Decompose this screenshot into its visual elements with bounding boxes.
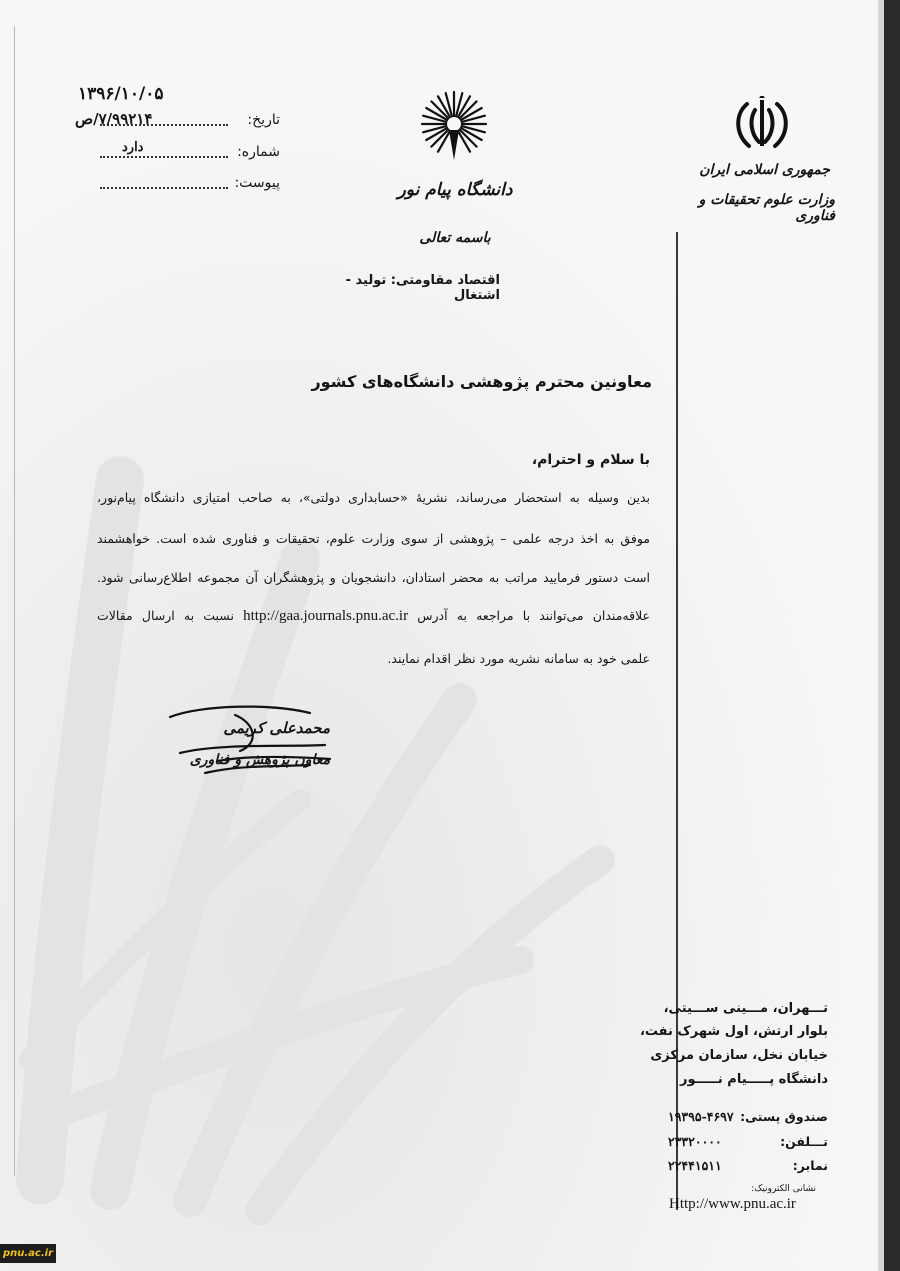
phone-row — [668, 1134, 828, 1154]
body-line-4 — [97, 608, 650, 625]
country-name: جمهوری اسلامی ایران — [699, 162, 830, 178]
number-row — [100, 140, 280, 164]
date-value: ۱۳۹۶/۱۰/۰۵ — [78, 84, 164, 104]
body-line-4-start: علاقه‌مندان می‌توانند با مراجعه به آدرس — [417, 608, 650, 623]
body-line-2: موفق به اخذ درجه علمی – پژوهشی از سوی وزارت علوم، تحقیقات و فناوری شده است. خواهشمند — [97, 531, 650, 546]
date-label: تاریخ: — [247, 112, 280, 128]
email-label: نشانی الکترونیک: — [751, 1184, 816, 1194]
address-line-4: دانشگاه پـــــیام نـــــور — [680, 1072, 828, 1087]
page-left-edge — [14, 26, 15, 1176]
number-label: شماره: — [237, 144, 280, 160]
attachment-row — [100, 175, 280, 195]
address-line-1: تـــهران، مـــینی ســـیتی، — [663, 1001, 828, 1016]
address-line-3: خیابان نخل، سازمان مرکزی — [650, 1048, 828, 1063]
site-badge[interactable]: pnu.ac.ir — [0, 1244, 56, 1263]
number-value-row — [75, 110, 280, 132]
number-value: ۷/۹۹۲۱۴/ص — [75, 110, 153, 128]
handwritten-signature — [160, 695, 360, 790]
ministry-name: وزارت علوم تحقیقات و فناوری — [698, 192, 835, 224]
signatory-name: محمدعلی کریمی — [223, 719, 330, 737]
body-line-1: بدین وسیله به استحضار می‌رساند، نشریهٔ «حسابداری دولتی»، به صاحب امتیازی دانشگاه پیام‌نور، — [97, 490, 650, 505]
signatory-title: معاون پژوهش و فناوری — [189, 752, 330, 768]
bismillah-text: باسمه تعالی — [419, 230, 491, 246]
phone-value: ۲۳۳۲۰۰۰۰ — [668, 1134, 722, 1149]
greeting-text: با سلام و احترام، — [531, 452, 650, 468]
university-logo — [416, 90, 492, 172]
fax-value: ۲۲۴۴۱۵۱۱ — [668, 1158, 722, 1173]
fax-label: نمابر: — [792, 1158, 828, 1173]
margin-divider — [676, 232, 678, 1210]
attachment-value: دارد — [122, 140, 144, 155]
body-line-5: علمی خود به سامانه نشریه مورد نظر اقدام نمایند. — [387, 651, 650, 666]
recipient-heading: معاونین محترم پژوهشی دانشگاه‌های کشور — [311, 372, 652, 391]
journal-url-link[interactable]: http://gaa.journals.pnu.ac.ir — [243, 608, 409, 624]
phone-label: تـــلفن: — [780, 1134, 828, 1149]
website-link[interactable]: Http://www.pnu.ac.ir — [669, 1196, 796, 1212]
attachment-dots — [100, 187, 228, 189]
iran-emblem-icon — [733, 96, 791, 152]
university-name: دانشگاه پیام نور — [397, 180, 513, 200]
body-line-3: است دستور فرمایید مراتب به محضر استادان، دانشجویان و پژوهشگران آن مجموعه اطلاع‌رسانی شود. — [97, 570, 650, 585]
attachment-label: پیوست: — [234, 175, 280, 191]
slogan-text: اقتصاد مقاومتی: تولید - اشتغال — [345, 273, 500, 303]
body-line-4-end: نسبت به ارسال مقالات — [97, 608, 234, 623]
po-box-value: ۱۹۳۹۵-۴۶۹۷ — [668, 1109, 734, 1124]
po-box-label: صندوق پستی: — [740, 1109, 828, 1124]
number-dots — [100, 156, 228, 158]
fax-row — [668, 1158, 828, 1178]
po-box-row — [668, 1109, 828, 1129]
address-line-2: بلوار ارتش، اول شهرک نفت، — [639, 1024, 828, 1039]
